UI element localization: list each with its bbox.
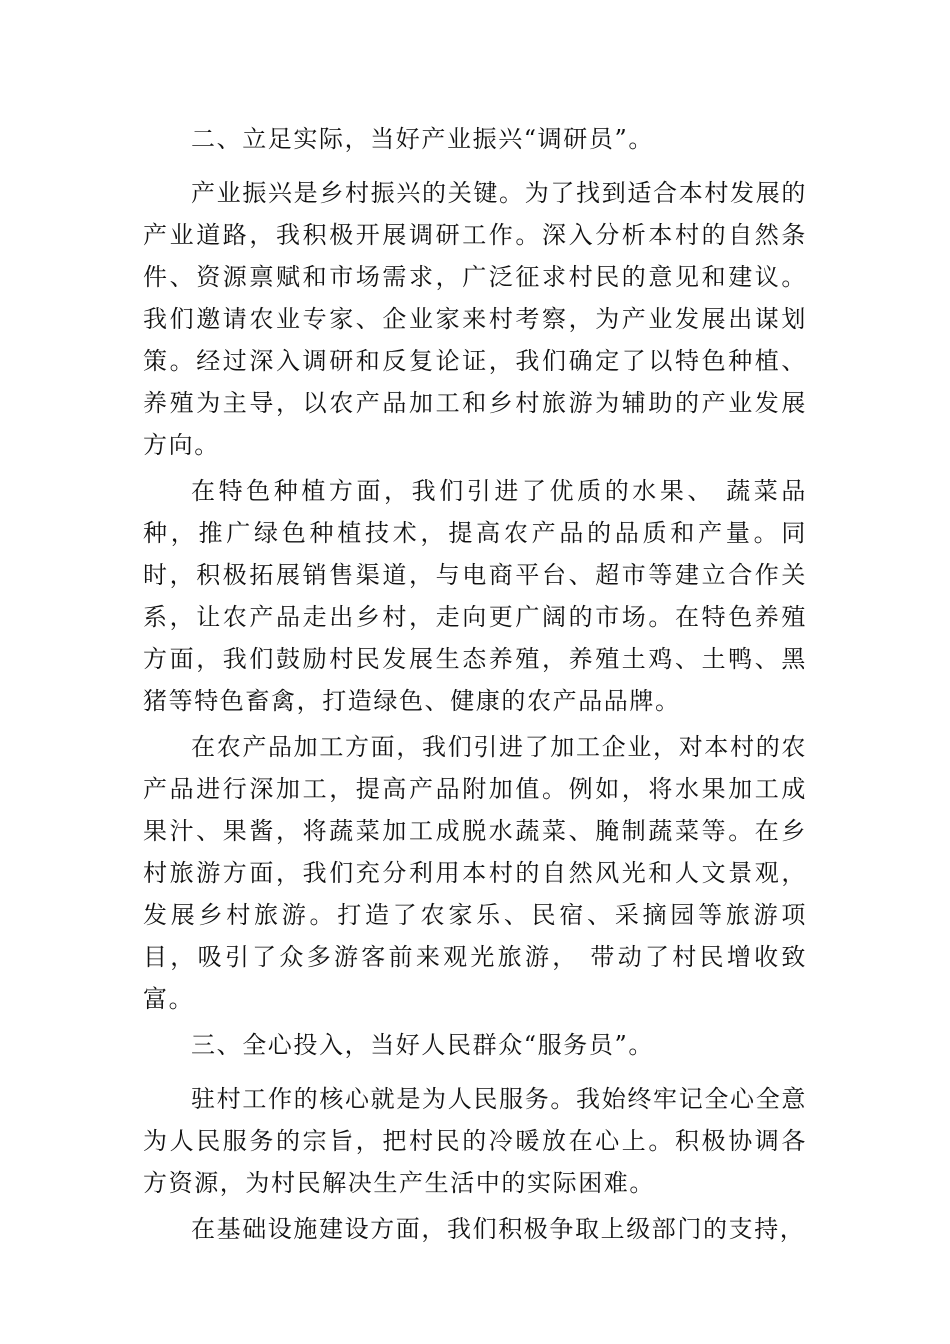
paragraph-industry-intro: 产业振兴是乡村振兴的关键。为了找到适合本村发展的产业道路，我积极开展调研工作。深入分析本村的自然条件、资源禀赋和市场需求，广泛征求村民的意见和建议。我们邀请农业专家、企业家来村考察，为产业发展出谋划策。经过深入调研和反复论证，我们确定了以特色种植、养殖为主导，以农产品加工和乡村旅游为辅助的产业发展方向。 xyxy=(143,179,807,459)
document-body xyxy=(143,118,807,1254)
paragraph-service-intro: 驻村工作的核心就是为人民服务。我始终牢记全心全意为人民服务的宗旨，把村民的冷暖放在心上。积极协调各方资源，为村民解决生产生活中的实际困难。 xyxy=(143,1085,807,1197)
paragraph-processing-tourism: 在农产品加工方面，我们引进了加工企业，对本村的农产品进行深加工，提高产品附加值。例如，将水果加工成果汁、果酱，将蔬菜加工成脱水蔬菜、腌制蔬菜等。在乡村旅游方面，我们充分利用本村的自然风光和人文景观，发展乡村旅游。打造了农家乐、民宿、采摘园等旅游项目，吸引了众多游客前来观光旅游， 带动了村民增收致富。 xyxy=(143,733,807,1013)
section-heading-service: 三、全心投入，当好人民群众“服务员”。 xyxy=(191,1031,654,1059)
section-heading-industry: 二、立足实际，当好产业振兴“调研员”。 xyxy=(191,125,654,153)
paragraph-specialty-planting: 在特色种植方面，我们引进了优质的水果、 蔬菜品种，推广绿色种植技术，提高农产品的品质和产量。同时，积极拓展销售渠道，与电商平台、超市等建立合作关系，让农产品走出乡村，走向更广阔的市场。在特色养殖方面，我们鼓励村民发展生态养殖，养殖土鸡、土鸭、黑猪等特色畜禽，打造绿色、健康的农产品品牌。 xyxy=(143,477,807,715)
paragraph-infrastructure: 在基础设施建设方面，我们积极争取上级部门的支持， xyxy=(191,1215,806,1243)
